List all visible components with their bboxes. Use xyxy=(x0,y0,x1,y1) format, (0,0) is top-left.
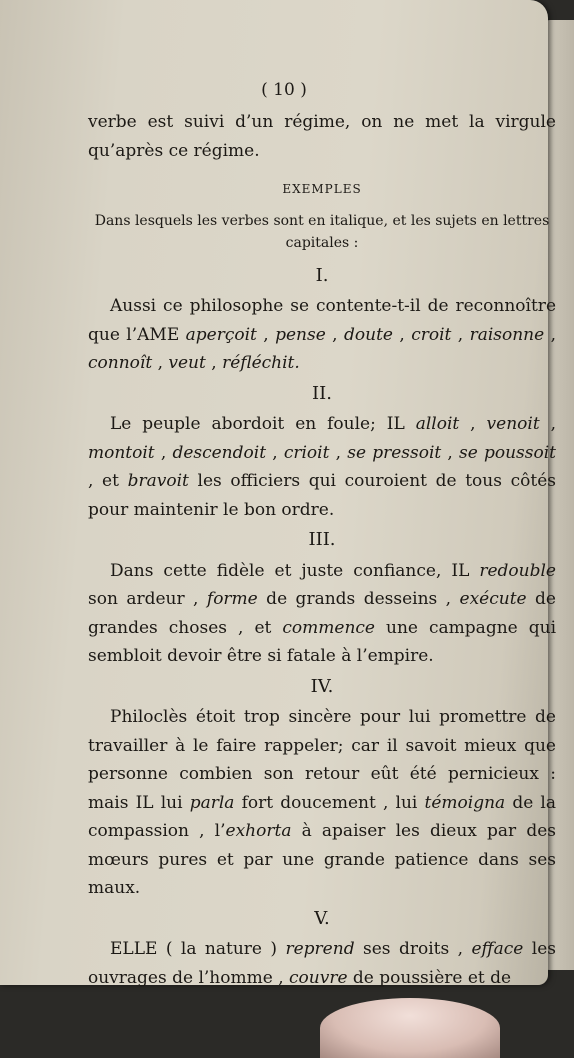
text-run: à apaiser les dieux par des mœurs pures et par une grande patience dans ses maux. xyxy=(88,821,556,898)
italic-verb: crioit xyxy=(283,442,330,463)
text-run: Le peuple abordoit en foule; IL xyxy=(110,414,416,434)
italic-verb: raisonne xyxy=(469,324,545,345)
italic-verb: montoit xyxy=(88,442,155,463)
italic-verb: descendoit xyxy=(172,442,267,463)
section xyxy=(88,673,556,903)
section-paragraph xyxy=(88,703,556,903)
text-run: de grands desseins , xyxy=(257,589,460,609)
section-numeral: I. xyxy=(315,264,329,286)
italic-verb: bravoit xyxy=(127,471,189,491)
italic-verb: réfléchit. xyxy=(222,353,300,373)
section-numeral: II. xyxy=(312,382,332,404)
text-run: fort doucement , lui xyxy=(234,792,425,813)
section-paragraph xyxy=(88,410,556,524)
italic-verb: commence xyxy=(282,617,375,638)
thumb xyxy=(320,998,500,1058)
text-run: , xyxy=(154,442,173,463)
section xyxy=(88,380,556,525)
text-run: Philoclès étoit trop sincère pour lui promettre de travailler à le faire rappeler; car il savoit mieux que personne combien son retour eût été pernicieux : mais IL lui xyxy=(88,707,556,813)
text-run: , xyxy=(539,414,556,434)
italic-verb: alloit xyxy=(415,414,460,434)
italic-verb: aperçoit xyxy=(185,324,257,345)
section-paragraph xyxy=(88,935,556,992)
section xyxy=(88,526,556,671)
italic-verb: se poussoit xyxy=(459,442,557,463)
italic-verb: veut xyxy=(168,353,206,373)
page-number: ( 10 ) xyxy=(261,80,307,100)
italic-verb: parla xyxy=(189,792,235,813)
italic-verb: connoît xyxy=(88,353,153,373)
section-paragraph xyxy=(88,557,556,671)
examples-subtitle: Dans lesquels les verbes sont en italique, et les sujets en lettres capitales : xyxy=(94,212,550,251)
italic-verb: se pressoit xyxy=(347,442,442,463)
text-run: les officiers qui couroient de tous côtés pour maintenir le bon ordre. xyxy=(88,471,556,520)
page-text xyxy=(88,108,556,992)
text-run: ses droits , xyxy=(354,939,472,959)
italic-verb: exhorta xyxy=(225,821,292,841)
text-run: , xyxy=(451,324,470,345)
text-run: , xyxy=(329,442,348,463)
italic-verb: forme xyxy=(206,589,258,609)
text-run: son ardeur , xyxy=(88,589,207,609)
intro-paragraph: verbe est suivi d’un régime, on ne met la virgule qu’après ce régime. xyxy=(88,112,556,161)
italic-verb: efface xyxy=(471,939,524,959)
italic-verb: croit xyxy=(411,324,452,345)
text-run: , et xyxy=(88,471,128,491)
text-run: Aussi ce philosophe se contente-t-il de reconnoître que l’AME xyxy=(88,296,556,345)
italic-verb: venoit xyxy=(486,414,540,434)
text-run: Dans cette fidèle et juste confiance, IL xyxy=(110,560,480,581)
text-run: , xyxy=(205,353,223,373)
italic-verb: témoigna xyxy=(424,792,506,813)
italic-verb: reprend xyxy=(285,939,355,959)
examples-heading: EXEMPLES xyxy=(282,182,362,196)
text-run: ELLE ( la nature ) xyxy=(110,939,286,959)
text-run: de poussière et de xyxy=(347,967,512,988)
italic-verb: couvre xyxy=(289,967,348,988)
text-run: , xyxy=(441,442,460,463)
section-numeral: V. xyxy=(314,907,330,929)
text-run: de la compassion , l’ xyxy=(88,792,556,841)
italic-verb: redouble xyxy=(479,560,556,581)
section xyxy=(88,262,556,378)
section xyxy=(88,905,556,993)
text-run: de grandes choses , et xyxy=(88,589,556,638)
text-run: , xyxy=(544,324,556,345)
text-run: , xyxy=(325,324,344,345)
section-numeral: IV. xyxy=(310,675,334,697)
italic-verb: doute xyxy=(344,324,393,345)
text-run: , xyxy=(256,324,276,345)
text-run: les ouvrages de l’homme , xyxy=(88,939,556,988)
text-run: une campagne qui sembloit devoir être si fatale à l’empire. xyxy=(88,617,557,666)
italic-verb: pense xyxy=(275,324,326,345)
text-run: , xyxy=(392,324,412,345)
text-run: , xyxy=(459,414,487,434)
section-paragraph xyxy=(88,292,556,378)
text-run: , xyxy=(266,442,284,463)
text-run: , xyxy=(152,353,169,373)
italic-verb: exécute xyxy=(459,589,527,609)
section-numeral: III. xyxy=(308,529,336,550)
